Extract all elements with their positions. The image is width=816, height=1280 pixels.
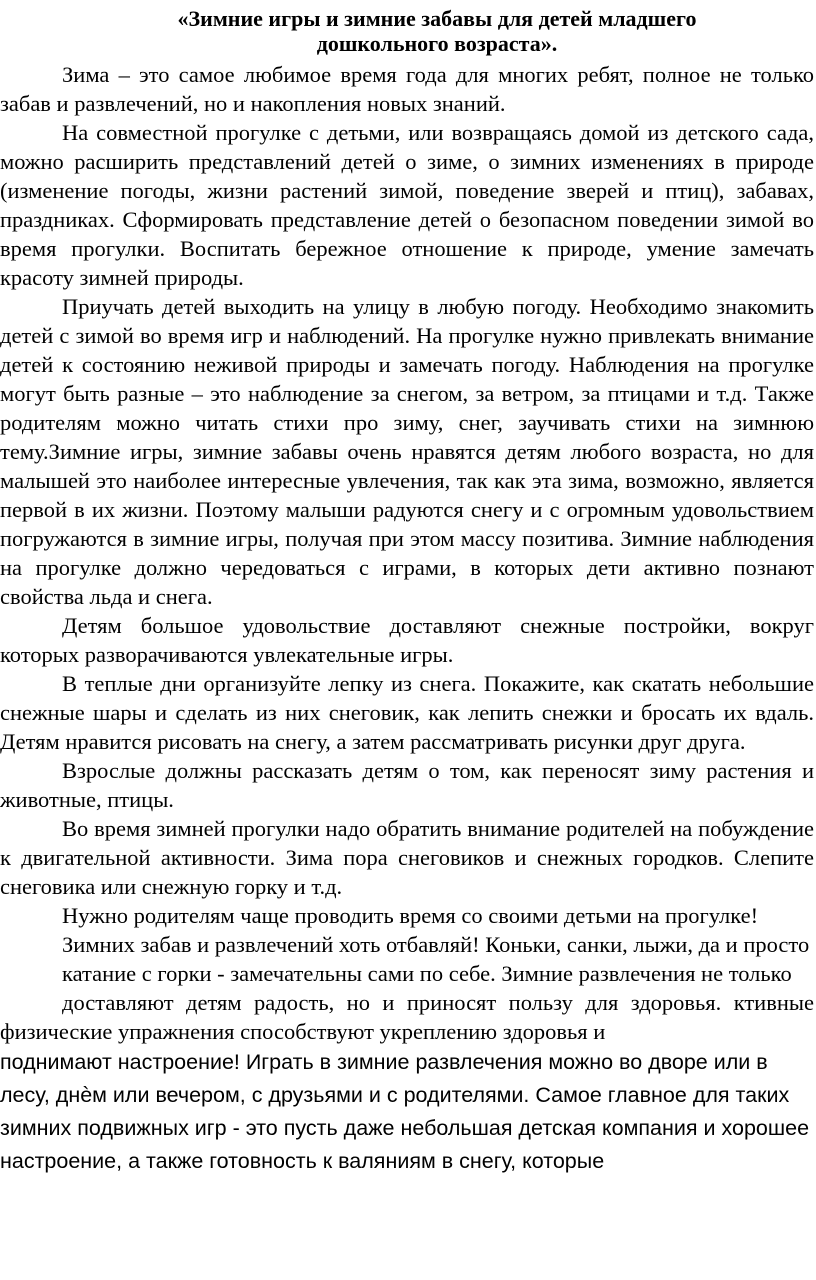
title-line-1: «Зимние игры и зимние забавы для детей младшего — [177, 6, 697, 31]
paragraph-7: Во время зимней прогулки надо обратить внимание родителей на побуждение к двигательной активности. Зима пора снеговиков и снежных городков. Слепите снеговика или снежную горку и т.д. — [0, 816, 814, 899]
paragraph-8: Нужно родителям чаще проводить время со своими детьми на прогулке! — [62, 903, 759, 928]
paragraph-11: доставляют детям радость, но и приносят пользу для здоровья. ктивные физические упражнения способствуют укреплению здоровья и — [0, 990, 814, 1044]
paragraph-5: В теплые дни организуйте лепку из снега. Покажите, как скатать небольшие снежные шары и сделать из них снеговик, как лепить снежки и бросать их вдаль. Детям нравится рисовать на снегу, а затем рассматривать рисунки друг друга. — [0, 671, 814, 754]
paragraph-3: Приучать детей выходить на улицу в любую погоду. Необходимо знакомить детей с зимой во время игр и наблюдений. На прогулке нужно привлекать внимание детей к состоянию неживой природы и замечать погоду. Наблюдения на прогулке могут быть разные – это наблюдение за снегом, за ветром, за птицами и т.д. Также родителям можно читать стихи про зиму, снег, заучивать стихи на зимнюю тему.Зимние игры, зимние забавы очень нравятся детям любого возраста, но для малышей это наиболее интересные увлечения, так как эта зима, возможно, является первой в их жизни. Поэтому малыши радуются снегу и с огромным удовольствием погружаются в зимние игры, получая при этом массу позитива. Зимние наблюдения на прогулке должно чередоваться с играми, в которых дети активно познают свойства льда и снега. — [0, 294, 814, 609]
title-line-2: дошкольного возраста». — [316, 31, 558, 56]
paragraph-sans: поднимают настроение! Играть в зимние развлечения можно во дворе или в лесу, днѐм или вечером, с друзьями и с родителями. Самое главное для таких зимних подвижных игр - это пусть даже небольшая детская компания и хорошее настроение, а также готовность к валяниям в снегу, которые — [0, 1050, 810, 1173]
document-title — [0, 6, 814, 56]
paragraph-2: На совместной прогулке с детьми, или возвращаясь домой из детского сада, можно расширить представлений детей о зиме, о зимних изменениях в природе (изменение погоды, жизни растений зимой, поведение зверей и птиц), забавах, праздниках. Сформировать представление детей о безопасном поведении зимой во время прогулки. Воспитать бережное отношение к природе, умение замечать красоту зимней природы. — [0, 120, 814, 290]
paragraph-10: катание с горки - замечательны сами по себе. Зимние развлечения не только — [62, 961, 792, 986]
paragraph-6: Взрослые должны рассказать детям о том, как переносят зиму растения и животные, птицы. — [0, 758, 814, 812]
paragraph-1: Зима – это самое любимое время года для многих ребят, полное не только забав и развлечений, но и накопления новых знаний. — [0, 62, 814, 116]
paragraph-9: Зимних забав и развлечений хоть отбавляй! Коньки, санки, лыжи, да и просто — [62, 932, 810, 957]
paragraph-4: Детям большое удовольствие доставляют снежные постройки, вокруг которых разворачиваются увлекательные игры. — [0, 613, 814, 667]
